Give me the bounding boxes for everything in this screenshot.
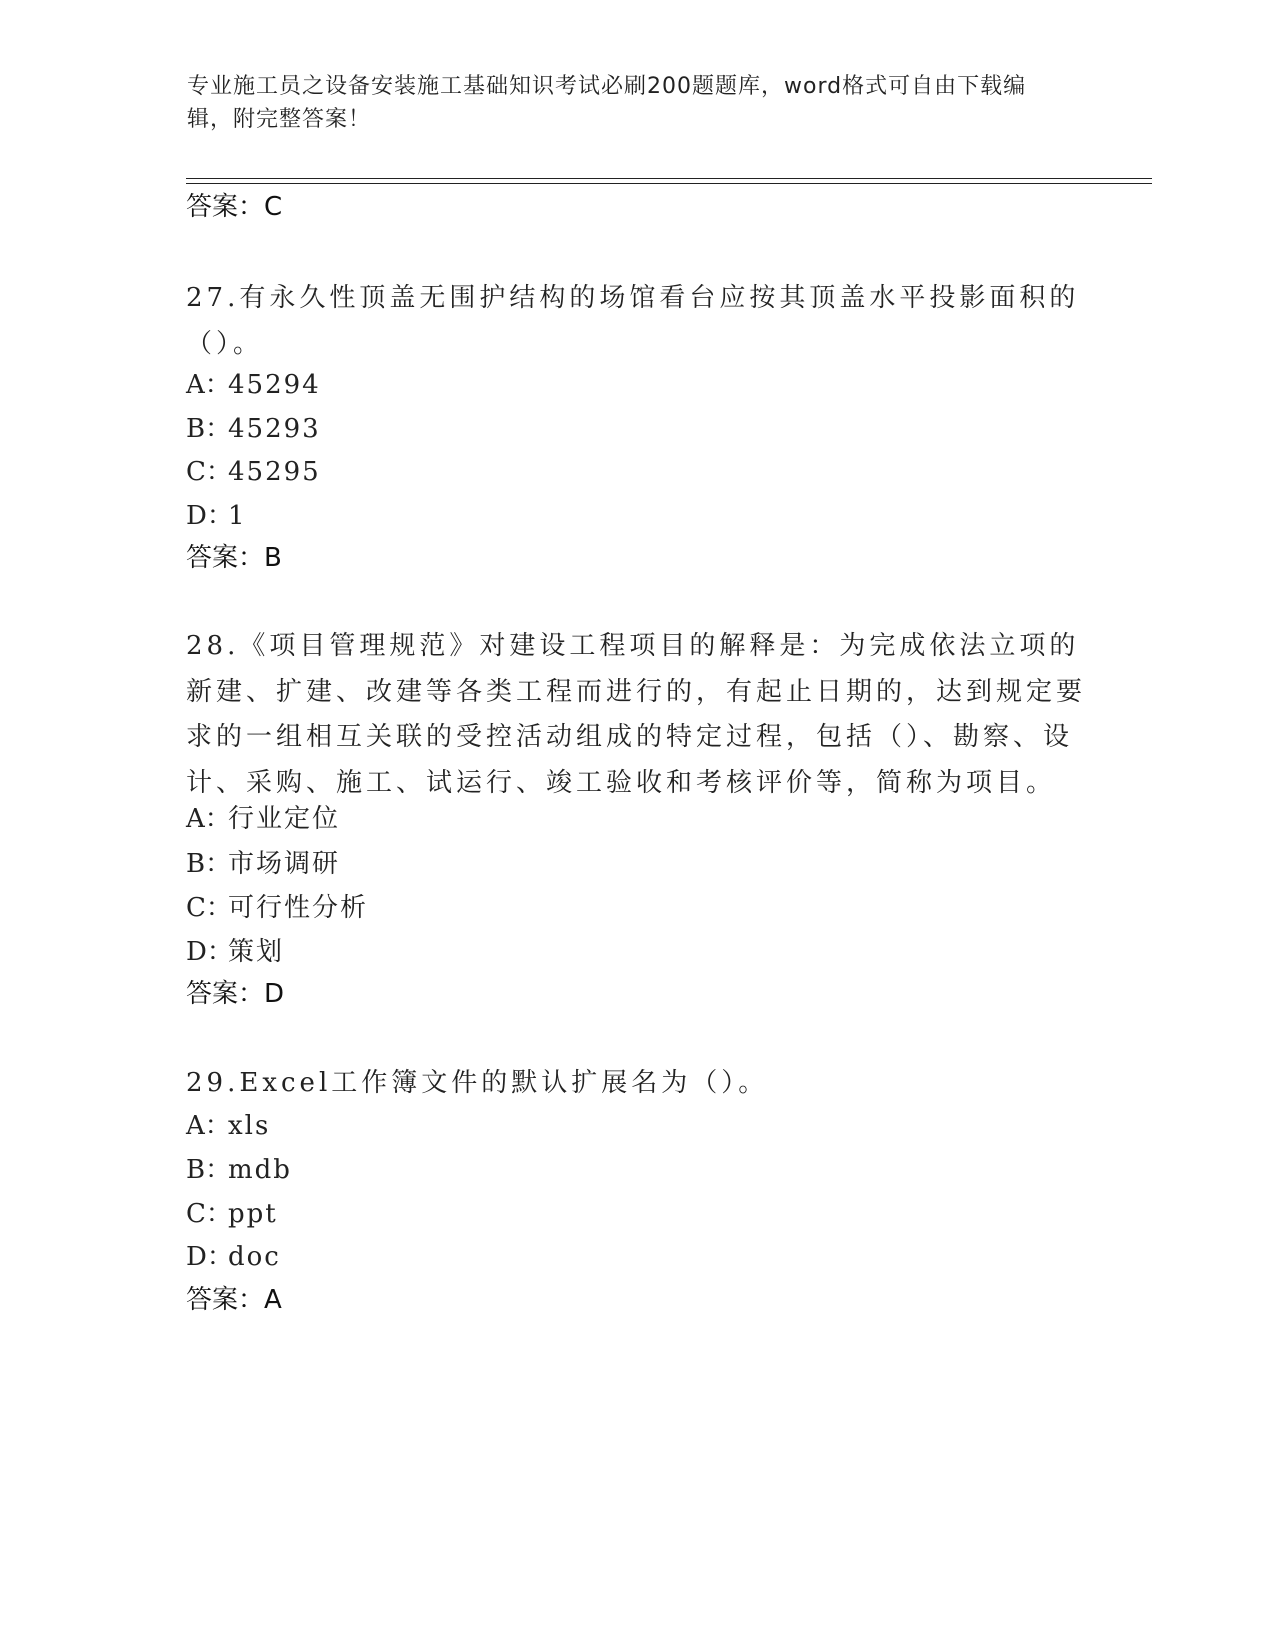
- option-key: A：: [186, 1111, 231, 1141]
- question-27-answer: 答案：B: [186, 543, 282, 573]
- option-key: A：: [186, 804, 231, 834]
- header-divider-top: [186, 178, 1152, 179]
- header-divider-bottom: [186, 183, 1152, 184]
- option-value: mdb: [228, 1155, 292, 1185]
- option-value: 45294: [228, 370, 321, 400]
- question-28-option-b: [186, 847, 340, 881]
- question-29-option-d: [186, 1240, 281, 1274]
- question-27-option-d: [186, 499, 247, 533]
- question-28-option-d: [186, 935, 284, 969]
- question-28-text: 28.《项目管理规范》对建设工程项目的解释是：为完成依法立项的新建、扩建、改建等各类工程而进行的，有起止日期的，达到规定要求的一组相互关联的受控活动组成的特定过程，包括（）、勘察、设计、采购、施工、试运行、竣工验收和考核评价等，简称为项目。: [186, 631, 1087, 798]
- question-29-option-a: [186, 1109, 270, 1143]
- option-value: 策划: [228, 937, 285, 967]
- question-28-option-a: [186, 802, 340, 836]
- option-key: B：: [186, 414, 232, 444]
- option-key: D：: [186, 1242, 233, 1272]
- option-value: 45295: [228, 457, 321, 487]
- question-29-option-c: [186, 1197, 278, 1231]
- option-key: C：: [186, 457, 232, 487]
- question-29-option-b: [186, 1153, 292, 1187]
- option-key: A：: [186, 370, 231, 400]
- option-key: B：: [186, 849, 232, 879]
- question-27-option-c: [186, 455, 321, 489]
- option-value: 1: [228, 501, 247, 531]
- option-value: 45293: [228, 414, 321, 444]
- option-value: 可行性分析: [228, 893, 369, 923]
- question-29-answer: 答案：A: [186, 1285, 282, 1315]
- previous-answer: 答案：C: [186, 192, 283, 222]
- option-key: C：: [186, 893, 232, 923]
- option-value: doc: [228, 1242, 281, 1272]
- option-key: D：: [186, 501, 233, 531]
- option-value: ppt: [228, 1199, 278, 1229]
- option-value: 行业定位: [228, 804, 341, 834]
- question-29-text: 29.Excel工作簿文件的默认扩展名为（）。: [186, 1068, 769, 1098]
- option-key: D：: [186, 937, 233, 967]
- question-27-option-a: [186, 368, 321, 402]
- document-header: 专业施工员之设备安装施工基础知识考试必刷200题题库，word格式可自由下载编辑，附完整答案！: [187, 74, 1027, 132]
- option-value: 市场调研: [228, 849, 341, 879]
- question-28-option-c: [186, 891, 368, 925]
- question-27-option-b: [186, 412, 321, 446]
- question-27-text: 27.有永久性顶盖无围护结构的场馆看台应按其顶盖水平投影面积的（）。: [186, 283, 1080, 359]
- option-key: C：: [186, 1199, 232, 1229]
- option-value: xls: [228, 1111, 271, 1141]
- option-key: B：: [186, 1155, 232, 1185]
- question-28-answer: 答案：D: [186, 979, 285, 1009]
